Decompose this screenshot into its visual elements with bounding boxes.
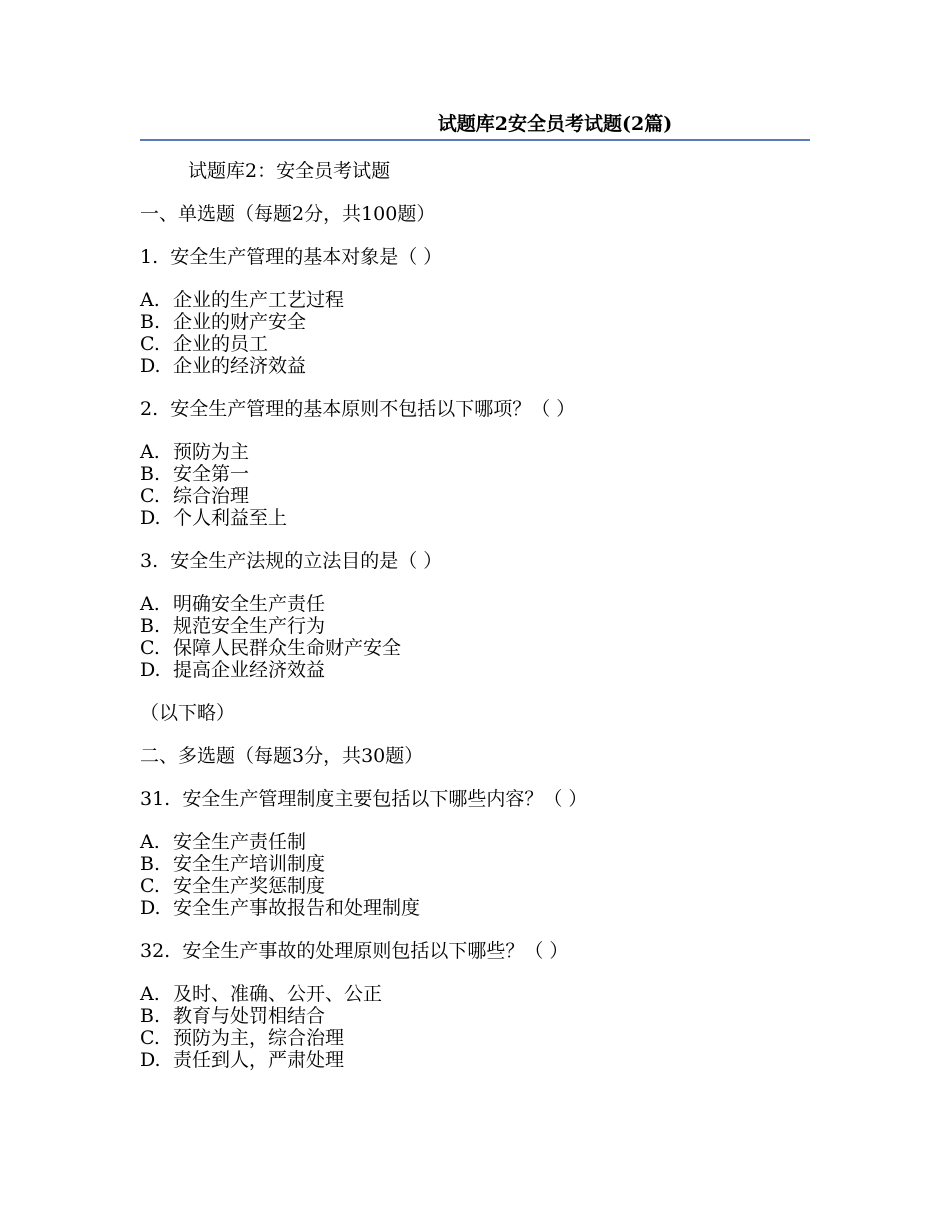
question-stem — [140, 398, 810, 420]
document-body — [140, 160, 810, 1071]
option-item — [140, 311, 810, 333]
question-stem — [140, 788, 810, 810]
option-text: 企业的经济效益 — [173, 355, 307, 377]
option-letter: D. — [140, 355, 161, 377]
option-letter: C. — [140, 1027, 160, 1049]
header-divider — [140, 139, 810, 141]
question-text: 安全生产管理制度主要包括以下哪些内容？（ ） — [182, 788, 588, 810]
option-text: 保障人民群众生命财产安全 — [173, 637, 402, 659]
option-text: 安全生产责任制 — [173, 831, 307, 853]
option-item — [140, 593, 810, 615]
option-text: 安全生产奖惩制度 — [173, 875, 326, 897]
question-stem — [140, 940, 810, 962]
option-item — [140, 507, 810, 529]
option-text: 企业的财产安全 — [173, 311, 307, 333]
option-text: 综合治理 — [173, 485, 250, 507]
option-item — [140, 355, 810, 377]
option-text: 及时、准确、公开、公正 — [173, 983, 383, 1005]
option-text: 企业的生产工艺过程 — [173, 289, 345, 311]
option-letter: A. — [140, 593, 160, 615]
doc-heading: 试题库2：安全员考试题 — [188, 160, 391, 182]
section-heading-single-choice: 一、单选题（每题2分，共100题） — [140, 203, 436, 225]
option-item — [140, 637, 810, 659]
question-stem — [140, 550, 810, 572]
option-text: 预防为主 — [173, 441, 250, 463]
option-text: 个人利益至上 — [173, 507, 288, 529]
question-number: 31. — [140, 788, 171, 810]
option-letter: D. — [140, 659, 161, 681]
question-text: 安全生产管理的基本对象是（ ） — [170, 246, 443, 268]
option-letter: A. — [140, 983, 160, 1005]
option-item — [140, 1027, 810, 1049]
option-text: 明确安全生产责任 — [173, 593, 326, 615]
option-letter: A. — [140, 289, 160, 311]
option-item — [140, 875, 810, 897]
question-number: 32. — [140, 940, 171, 962]
option-letter: C. — [140, 637, 160, 659]
page-header-title: 试题库2安全员考试题(2篇) — [437, 113, 673, 135]
question-text: 安全生产法规的立法目的是（ ） — [170, 550, 443, 572]
option-letter: B. — [140, 615, 161, 637]
option-letter: B. — [140, 1005, 161, 1027]
option-item — [140, 289, 810, 311]
section-heading-multiple-choice: 二、多选题（每题3分，共30题） — [140, 745, 424, 767]
option-item — [140, 333, 810, 355]
option-letter: B. — [140, 853, 161, 875]
question-text: 安全生产事故的处理原则包括以下哪些？（ ） — [182, 940, 569, 962]
option-item — [140, 897, 810, 919]
option-text: 规范安全生产行为 — [173, 615, 326, 637]
option-item — [140, 1005, 810, 1027]
option-text: 责任到人，严肃处理 — [173, 1049, 345, 1071]
option-item — [140, 463, 810, 485]
option-item — [140, 485, 810, 507]
option-letter: C. — [140, 485, 160, 507]
option-letter: D. — [140, 507, 161, 529]
option-text: 安全生产事故报告和处理制度 — [173, 897, 421, 919]
option-text: 提高企业经济效益 — [173, 659, 326, 681]
option-text: 预防为主，综合治理 — [173, 1027, 345, 1049]
option-text: 安全第一 — [173, 463, 250, 485]
option-letter: A. — [140, 441, 160, 463]
option-letter: D. — [140, 1049, 161, 1071]
option-item — [140, 615, 810, 637]
question-number: 3. — [140, 550, 159, 572]
omitted-note: （以下略） — [140, 702, 236, 724]
option-letter: A. — [140, 831, 160, 853]
option-item — [140, 441, 810, 463]
option-letter: D. — [140, 897, 161, 919]
option-item — [140, 983, 810, 1005]
option-letter: B. — [140, 311, 161, 333]
option-item — [140, 659, 810, 681]
option-letter: B. — [140, 463, 161, 485]
question-number: 2. — [140, 398, 159, 420]
question-stem — [140, 246, 810, 268]
option-text: 企业的员工 — [173, 333, 269, 355]
option-text: 教育与处罚相结合 — [173, 1005, 326, 1027]
option-text: 安全生产培训制度 — [173, 853, 326, 875]
question-number: 1. — [140, 246, 159, 268]
option-item — [140, 1049, 810, 1071]
option-item — [140, 853, 810, 875]
question-text: 安全生产管理的基本原则不包括以下哪项？（ ） — [170, 398, 576, 420]
option-item — [140, 831, 810, 853]
option-letter: C. — [140, 875, 160, 897]
option-letter: C. — [140, 333, 160, 355]
